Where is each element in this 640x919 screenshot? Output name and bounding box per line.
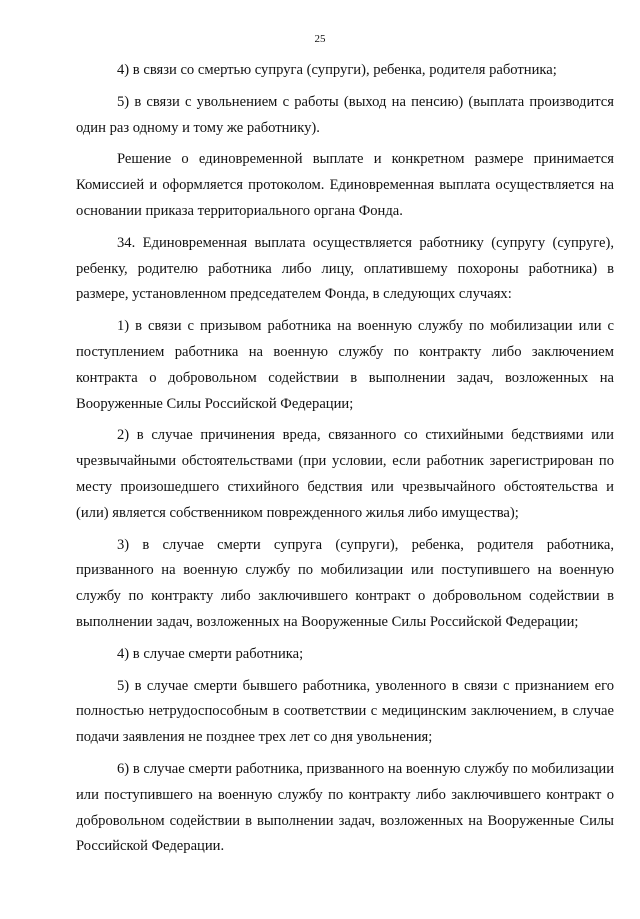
paragraph-case-1: 1) в связи с призывом работника на военную службу по мобилизации или с поступлением работника на военную службу по контракту либо заключением контракта о добровольном содействии в выполнении задач, возложенных на Вооруженные Силы Российской Федерации;	[76, 318, 614, 412]
paragraph-clause-34: 34. Единовременная выплата осуществляется работнику (супругу (супруге), ребенку, родителю работника либо лицу, оплатившему похороны работника) в размере, установленном председателем Фонда, в следующих случаях:	[76, 234, 614, 303]
paragraph-commission-decision: Решение о единовременной выплате и конкретном размере принимается Комиссией и оформляется протоколом. Единовременная выплата осуществляется на основании приказа территориального органа Фонда.	[76, 151, 614, 219]
paragraph-case-4: 4) в случае смерти работника;	[117, 645, 304, 662]
paragraph-case-3: 3) в случае смерти супруга (супруги), ребенка, родителя работника, призванного на военную службу по мобилизации или поступившего на военную службу по контракту либо заключившего контракт о добровольном содействии в выполнении задач, возложенных на Вооруженные Силы Российской Федерации;	[76, 536, 614, 630]
paragraph-item-4: 4) в связи со смертью супруга (супруги), ребенка, родителя работника;	[117, 62, 557, 78]
paragraph-case-2: 2) в случае причинения вреда, связанного со стихийными бедствиями или чрезвычайными обстоятельствами (при условии, если работник зарегистрирован по месту произошедшего стихийного бедствия или чрезвычайного обстоятельства и (или) является собственником поврежденного жилья либо имущества);	[76, 427, 614, 521]
page-number: 25	[314, 33, 326, 45]
paragraph-case-5: 5) в случае смерти бывшего работника, уволенного в связи с признанием его полностью нетрудоспособным в соответствии с медицинским заключением, в случае подачи заявления не позднее трех лет со дня увольнения;	[76, 677, 614, 746]
document-body	[76, 58, 614, 860]
paragraph-case-6: 6) в случае смерти работника, призванного на военную службу по мобилизации или поступившего на военную службу по контракту либо заключившего контракт о добровольном содействии в выполнении задач, возложенных на Вооруженные Силы Российской Федерации.	[76, 760, 614, 855]
paragraph-item-5: 5) в связи с увольнением с работы (выход на пенсию) (выплата производится один раз одному и тому же работнику).	[76, 93, 614, 136]
